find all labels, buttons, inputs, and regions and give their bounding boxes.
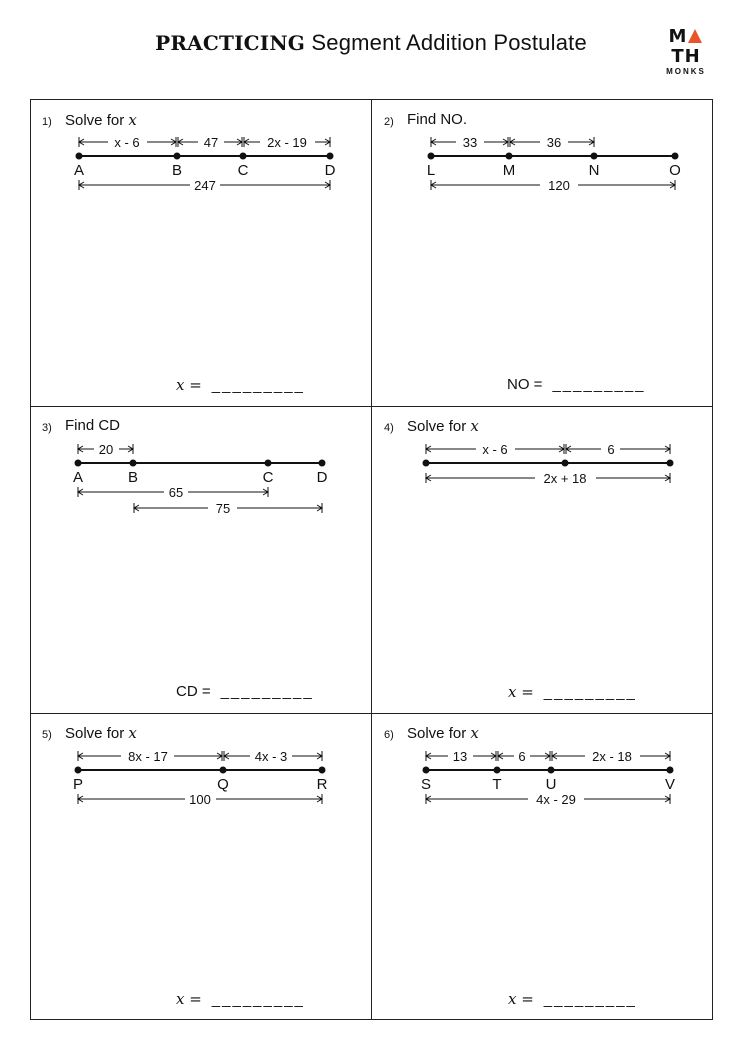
- segment-label: 8x - 17: [128, 749, 168, 764]
- answer-line[interactable]: x = _________: [508, 683, 637, 701]
- point-dot: [220, 767, 227, 774]
- point-dot: [494, 767, 501, 774]
- problem-prompt: Solve for x: [407, 724, 479, 742]
- point-dot: [265, 460, 272, 467]
- point-label: C: [237, 162, 249, 179]
- point-label: U: [545, 776, 557, 793]
- problem-number: 3): [42, 422, 52, 434]
- point-dot: [548, 767, 555, 774]
- point-label: R: [316, 776, 328, 793]
- point-dot: [319, 767, 326, 774]
- segment-label: 20: [98, 442, 114, 457]
- problem-prompt: Solve for x: [65, 724, 137, 742]
- point-dot: [240, 153, 247, 160]
- point-dot: [76, 153, 83, 160]
- answer-line[interactable]: x = _________: [176, 376, 305, 394]
- point-label: P: [72, 776, 84, 793]
- problem-number: 5): [42, 729, 52, 741]
- point-label: Q: [217, 776, 229, 793]
- problem-prompt: Solve for x: [65, 111, 137, 129]
- point-dot: [130, 460, 137, 467]
- point-label: M: [502, 162, 516, 179]
- point-label: N: [588, 162, 600, 179]
- answer-line[interactable]: x = _________: [176, 990, 305, 1008]
- problem-prompt: Find CD: [65, 417, 121, 434]
- total-label: 2x + 18: [543, 471, 587, 486]
- problem-prompt: Find NO.: [407, 111, 468, 128]
- point-dot: [174, 153, 181, 160]
- segment-label: 4x - 3: [254, 749, 288, 764]
- problem-number: 4): [384, 422, 394, 434]
- segment-label: 13: [452, 749, 468, 764]
- segment-label: 2x - 19: [267, 135, 307, 150]
- point-dot: [327, 153, 334, 160]
- point-label: S: [420, 776, 432, 793]
- segment-label: 75: [215, 501, 231, 516]
- answer-line[interactable]: CD = _________: [176, 683, 314, 700]
- point-dot: [75, 460, 82, 467]
- point-label: V: [664, 776, 676, 793]
- title-bold: PRACTICING: [155, 31, 306, 55]
- total-label: 100: [189, 792, 211, 807]
- segment-label: 47: [203, 135, 219, 150]
- segment-label: 36: [546, 135, 562, 150]
- total-label: 4x - 29: [536, 792, 576, 807]
- point-label: C: [262, 469, 274, 486]
- problem-number: 6): [384, 729, 394, 741]
- segment-label: 33: [462, 135, 478, 150]
- point-label: D: [324, 162, 336, 179]
- point-dot: [667, 460, 674, 467]
- answer-line[interactable]: NO = _________: [507, 376, 646, 393]
- point-dot: [672, 153, 679, 160]
- segment-label: x - 6: [482, 442, 508, 457]
- problem-number: 1): [42, 116, 52, 128]
- point-label: A: [72, 469, 84, 486]
- segment-label: 65: [168, 485, 184, 500]
- point-dot: [75, 767, 82, 774]
- point-dot: [562, 460, 569, 467]
- point-label: O: [669, 162, 681, 179]
- point-dot: [423, 460, 430, 467]
- segment-label: 2x - 18: [592, 749, 632, 764]
- point-dot: [423, 767, 430, 774]
- total-label: 247: [194, 178, 216, 193]
- answer-line[interactable]: x = _________: [508, 990, 637, 1008]
- brand-logo: MTH MONKS: [666, 26, 706, 76]
- point-label: B: [171, 162, 183, 179]
- point-label: T: [492, 776, 502, 793]
- title-rest: Segment Addition Postulate: [311, 30, 587, 55]
- point-dot: [591, 153, 598, 160]
- point-label: L: [426, 162, 436, 179]
- point-label: A: [73, 162, 85, 179]
- point-label: D: [316, 469, 328, 486]
- point-dot: [667, 767, 674, 774]
- point-dot: [319, 460, 326, 467]
- point-label: B: [127, 469, 139, 486]
- problem-number: 2): [384, 116, 394, 128]
- segment-label: 6: [607, 442, 615, 457]
- segment-label: x - 6: [114, 135, 140, 150]
- problem-prompt: Solve for x: [407, 417, 479, 435]
- total-label: 120: [548, 178, 570, 193]
- point-dot: [428, 153, 435, 160]
- point-dot: [506, 153, 513, 160]
- segment-label: 6: [518, 749, 526, 764]
